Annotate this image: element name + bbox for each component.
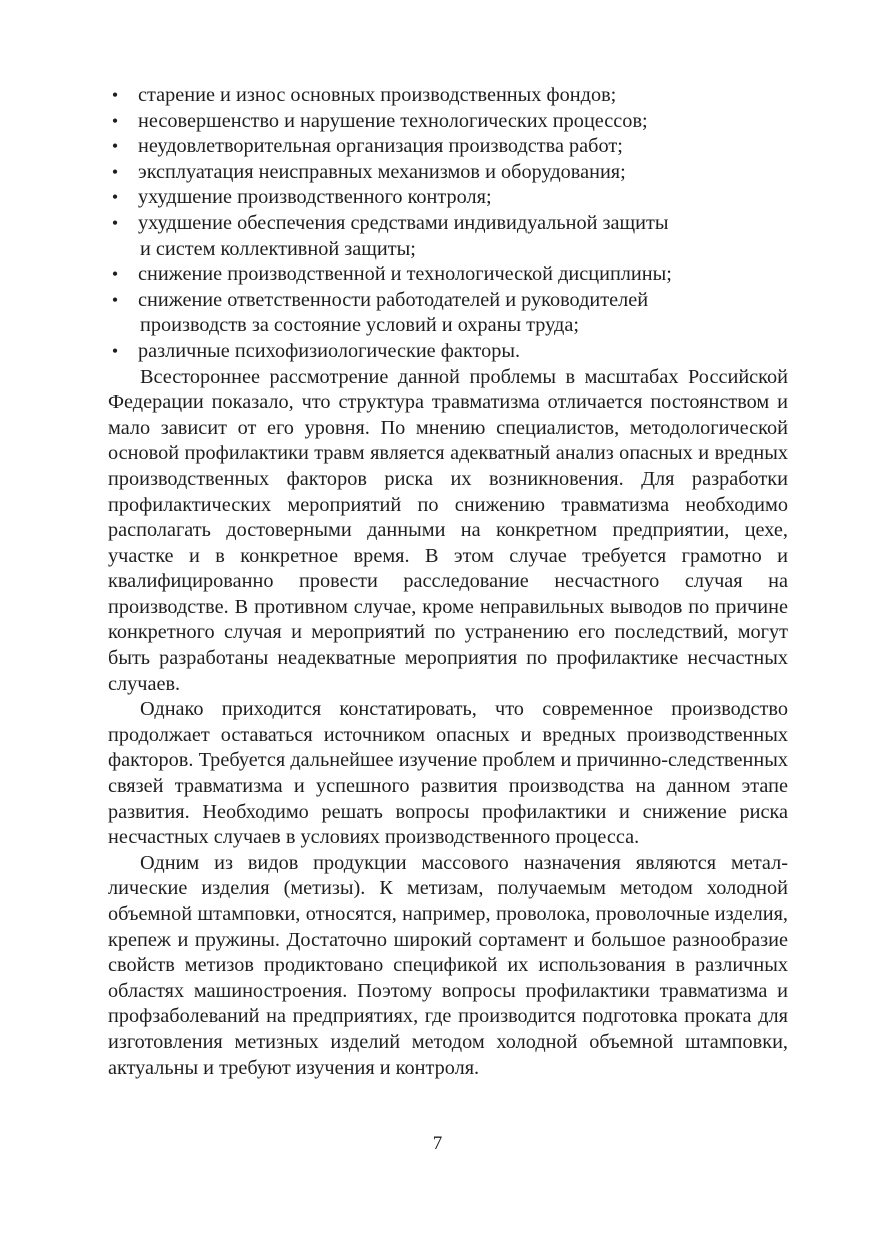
bullet-dot-icon: •: [111, 340, 119, 361]
bullet-dot-icon: •: [111, 212, 119, 233]
list-item-text: эксплуатация неисправных механизмов и оборудования;: [138, 160, 626, 183]
bullet-dot-icon: •: [111, 110, 119, 131]
list-item-text: несовершенство и нарушение технологических процессов;: [138, 109, 648, 132]
list-item-text: снижение ответственности работодателей и руководителей: [138, 288, 649, 311]
list-item: [108, 262, 788, 288]
risk-factors-list: [108, 83, 788, 365]
list-item: [108, 83, 788, 109]
list-item: [108, 109, 788, 135]
list-item-text: неудовлетворительная организация производства работ;: [138, 135, 623, 158]
list-item-continuation: и систем коллективной защиты;: [140, 237, 416, 260]
paragraph-production-hazards: Однако приходится констатировать, что современное производство продолжает оставаться источником опасных и вредных производственных факторов. Требуется дальнейшее изучение проблем и причинно-следственных связей травматизма и успешного развития производства на данном этапе развития. Необходимо решать вопросы профилактики и снижение риска несчастных случаев в условиях производственного процесса.: [108, 698, 788, 849]
list-item-text: ухудшение производственного контроля;: [138, 186, 492, 209]
list-item: [108, 211, 788, 262]
list-item: [108, 160, 788, 186]
paragraph-metal-products: Одним из видов продукции массового назначения являются металлические изделия (метизы). К метизам, получаемым методом холодной объемной штамповки, относятся, например, проволока, проволочные изделия, крепеж и пружины. Достаточно широкий сортамент и большое разнообразие свойств метизов продиктовано спецификой их использования в различных областях машиностроения. Поэтому вопросы профилактики травматизма и профзаболеваний на предприятиях, где производится подготовка проката для изготовления метизных изделий методом холодной объемной штамповки, актуальны и требуют изучения и контроля.: [108, 851, 788, 1079]
page-body: [108, 83, 788, 1081]
list-item: [108, 185, 788, 211]
list-item: [108, 134, 788, 160]
bullet-dot-icon: •: [111, 264, 119, 285]
list-item: [108, 339, 788, 365]
bullet-dot-icon: •: [111, 187, 119, 208]
bullet-dot-icon: •: [111, 136, 119, 157]
bullet-dot-icon: •: [111, 161, 119, 182]
bullet-dot-icon: •: [111, 85, 119, 105]
list-item-text: различные психофизиологические факторы.: [138, 339, 521, 362]
list-item-continuation: производств за состояние условий и охраны труда;: [140, 314, 579, 337]
list-item-text: старение и износ основных производственных фондов;: [138, 84, 617, 106]
list-item: [108, 288, 788, 339]
paragraph-analysis: Всестороннее рассмотрение данной проблемы в масштабах Российской Федерации показало, что структура травматизма отличается постоянством и мало зависит от его уровня. По мнению специалистов, методологической основой профилактики травм является адекватный анализ опасных и вредных производственных факторов риска их возникновения. Для разработки профилактических мероприятий по снижению травматизма необходимо располагать достоверными данными на конкретном предприятии, цехе, участке и в конкретное время. В этом случае требуется грамотно и квалифицированно провести расследование несчастного случая на производстве. В противном случае, кроме неправильных выводов по причине конкретного случая и мероприятий по устранению его последствий, могут быть разработаны неадекватные мероприятия по профилактике несчастных случаев.: [108, 365, 788, 695]
bullet-dot-icon: •: [111, 289, 119, 310]
list-item-text: снижение производственной и технологической дисциплины;: [138, 263, 672, 286]
page-number: 7: [432, 1133, 443, 1154]
list-item-text: ухудшение обеспечения средствами индивидуальной защиты: [138, 211, 669, 234]
